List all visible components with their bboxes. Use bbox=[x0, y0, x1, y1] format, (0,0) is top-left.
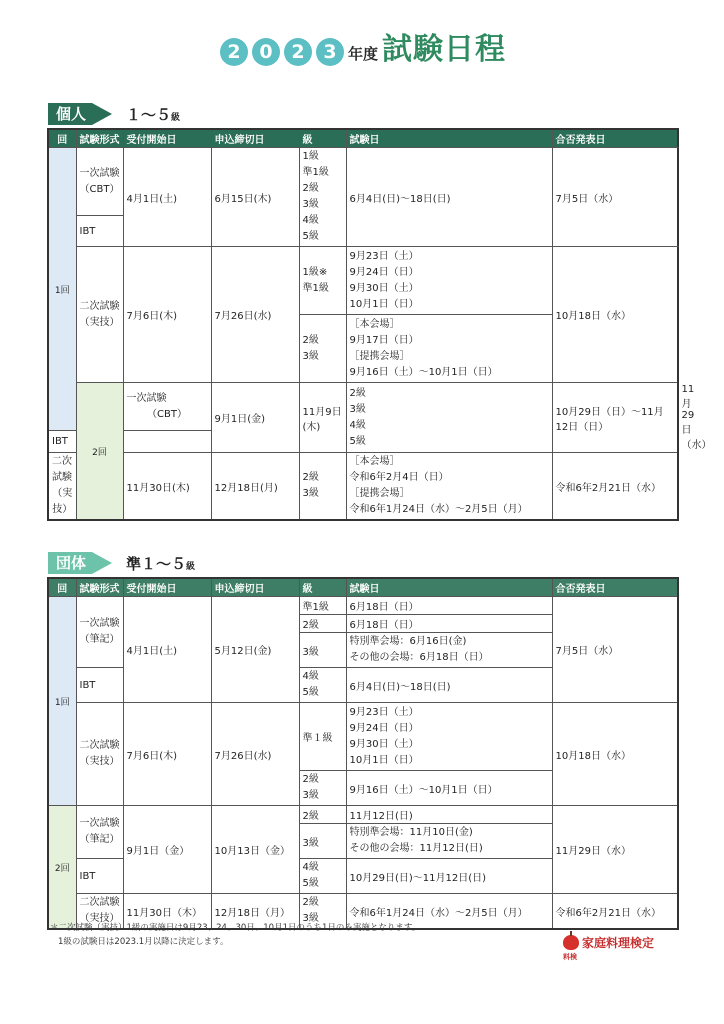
exam-date-cell: 10月29日（日）～11月12日（日） bbox=[552, 383, 678, 453]
table-row bbox=[48, 148, 678, 216]
exam-type-sub: （筆記） bbox=[79, 634, 120, 645]
exam-date-cell: 6月4日(日)～18日(日) bbox=[346, 148, 552, 247]
page-title bbox=[0, 34, 724, 66]
grade: 2級 bbox=[302, 774, 319, 785]
exam-type-cell bbox=[76, 703, 123, 806]
table-row bbox=[48, 247, 678, 315]
grade-cell bbox=[299, 148, 346, 247]
result-date-cell: 11月29日（水） bbox=[552, 806, 678, 894]
exam-type: 一次試験 bbox=[126, 392, 167, 404]
exam-type-sub: （CBT） bbox=[79, 183, 120, 195]
grade: 準1級 bbox=[302, 282, 329, 294]
exam-type-cell: IBT bbox=[48, 431, 76, 453]
grade-range-unit: 級 bbox=[171, 112, 181, 123]
venue-label: ［提携会場］ bbox=[349, 350, 410, 362]
year-digit: 2 bbox=[220, 38, 248, 66]
venue-label: ［本会場］ bbox=[349, 456, 400, 467]
round-cell: 1回 bbox=[48, 597, 76, 806]
col-header: 合否発表日 bbox=[552, 578, 678, 597]
grade: 1級 bbox=[302, 151, 319, 162]
col-header: 回 bbox=[48, 129, 76, 148]
exam-date: 9月30日（土） bbox=[349, 282, 419, 294]
grade-range-text: 準１～５ bbox=[126, 554, 187, 573]
start-date-cell: 7月6日(木) bbox=[123, 703, 211, 806]
exam-type-sub: （実技） bbox=[79, 913, 120, 924]
exam-type-cell bbox=[76, 597, 123, 668]
exam-date: 9月17日（日） bbox=[349, 334, 419, 346]
col-header: 回 bbox=[48, 578, 76, 597]
exam-date: 10月1日（日） bbox=[349, 754, 419, 766]
grade: 4級 bbox=[349, 419, 366, 431]
deadline-cell: 12月18日(月) bbox=[211, 453, 299, 521]
grade: 準1級 bbox=[302, 167, 329, 178]
grade: 3級 bbox=[302, 790, 319, 801]
exam-date-cell: 11月12日(日) bbox=[346, 806, 552, 824]
grade-cell bbox=[299, 668, 346, 703]
exam-date-cell bbox=[346, 703, 552, 771]
grade: 4級 bbox=[302, 862, 319, 873]
table-header-row bbox=[48, 578, 678, 597]
deadline-cell: 5月12日(金) bbox=[211, 597, 299, 703]
exam-date-cell: 令和6年1月24日（水）～2月5日（月） bbox=[346, 894, 552, 930]
exam-date: 9月24日（日） bbox=[349, 266, 419, 278]
start-date-cell: 9月1日(金) bbox=[211, 383, 299, 453]
exam-type: 二次試験 bbox=[52, 456, 72, 483]
start-date-cell: 4月1日(土) bbox=[123, 148, 211, 247]
table-row: 2回 一次試験 （CBT） 9月1日(金) 11月9日(木) 2級 3級 4級 5級 10月29日（日）～11月12日（日） 11月29日（水） bbox=[48, 383, 678, 431]
round-cell: 1回 bbox=[48, 148, 76, 431]
exam-type-cell bbox=[76, 806, 123, 859]
grade-cell bbox=[299, 453, 346, 521]
start-date-cell: 11月30日(木) bbox=[123, 453, 211, 521]
year-digit: 2 bbox=[284, 38, 312, 66]
apple-icon bbox=[563, 935, 579, 950]
grade-cell: 準１級 bbox=[299, 703, 346, 771]
exam-date: 10月1日（日） bbox=[349, 298, 419, 310]
exam-date-cell: 10月29日(日)～11月12日(日) bbox=[346, 859, 552, 894]
exam-type-cell bbox=[76, 148, 123, 216]
grade: 3級 bbox=[302, 350, 319, 362]
section-tag-kojin: 個人 bbox=[48, 103, 92, 125]
col-header: 試験日 bbox=[346, 578, 552, 597]
grade: 5級 bbox=[302, 878, 319, 889]
result-date-cell: 10月18日（水） bbox=[552, 247, 678, 383]
exam-date: 9月24日（日） bbox=[349, 722, 419, 734]
result-date-cell: 10月18日（水） bbox=[552, 703, 678, 806]
start-date-cell: 7月6日(木) bbox=[123, 247, 211, 383]
exam-date: その他の会場：11月12日(日) bbox=[349, 843, 483, 854]
exam-type-cell: IBT bbox=[76, 668, 123, 703]
col-header: 試験形式 bbox=[76, 578, 123, 597]
result-date-cell: 7月5日（水） bbox=[552, 597, 678, 703]
exam-date: 9月23日（土） bbox=[349, 706, 419, 718]
grade: 1級※ bbox=[302, 266, 328, 278]
grade-range-kojin bbox=[126, 104, 180, 125]
footnote: 1級の試験日は2023.1月以降に決定します。 bbox=[58, 937, 229, 947]
grade: 3級 bbox=[302, 913, 319, 924]
deadline-cell: 7月26日(水) bbox=[211, 703, 299, 806]
exam-date: その他の会場：6月18日（日） bbox=[349, 652, 489, 663]
grade: 5級 bbox=[302, 687, 319, 698]
col-header: 試験形式 bbox=[76, 129, 123, 148]
exam-date-cell bbox=[346, 247, 552, 315]
section-header-kojin bbox=[48, 102, 180, 126]
footnote: ＊二次試験（実技）1級の実施日は9月23、24、30日、10月1日のうち1日のみ実施となります。 bbox=[50, 923, 421, 933]
schedule-table-kojin bbox=[47, 128, 712, 521]
exam-type-cell bbox=[123, 383, 211, 431]
grade: 2級 bbox=[302, 897, 319, 908]
grade: 2級 bbox=[302, 472, 319, 483]
exam-date: 9月30日（土） bbox=[349, 738, 419, 750]
grade: 5級 bbox=[349, 435, 366, 447]
result-date-cell: 令和6年2月21日（水） bbox=[552, 453, 678, 521]
result-date-cell: 7月5日（水） bbox=[552, 148, 678, 247]
col-header: 級 bbox=[299, 129, 346, 148]
table-header-row bbox=[48, 129, 678, 148]
year-digit: 0 bbox=[252, 38, 280, 66]
deadline-cell: 10月13日（金） bbox=[211, 806, 299, 894]
grade: 5級 bbox=[302, 231, 319, 242]
exam-date-cell: 6月18日（日） bbox=[346, 597, 552, 615]
exam-type-sub: （CBT） bbox=[147, 408, 187, 420]
deadline-cell: 7月26日(水) bbox=[211, 247, 299, 383]
exam-type: 二次試験 bbox=[79, 300, 120, 312]
exam-type-sub: （実技） bbox=[79, 316, 120, 328]
exam-date: 9月23日（土） bbox=[349, 250, 419, 262]
logo bbox=[563, 934, 655, 961]
exam-date-cell: 9月16日（土）～10月1日（日） bbox=[346, 771, 552, 806]
grade-cell: 3級 bbox=[299, 633, 346, 668]
grade-cell bbox=[299, 771, 346, 806]
table-row bbox=[48, 453, 678, 521]
grade: 3級 bbox=[302, 199, 319, 210]
col-header: 申込締切日 bbox=[211, 578, 299, 597]
grade-cell: 準1級 bbox=[299, 597, 346, 615]
deadline-cell: 12月18日（月） bbox=[211, 894, 299, 930]
exam-date-cell bbox=[346, 633, 552, 668]
exam-type: 二次試験 bbox=[79, 740, 120, 751]
deadline-cell: 6月15日(木) bbox=[211, 148, 299, 247]
venue-label: ［本会場］ bbox=[349, 318, 400, 330]
section-tag-dantai: 団体 bbox=[48, 552, 92, 574]
exam-type: 一次試験 bbox=[79, 167, 120, 179]
exam-type-cell bbox=[48, 453, 76, 521]
start-date-cell: 11月30日（木） bbox=[123, 894, 211, 930]
exam-type: 一次試験 bbox=[79, 618, 120, 629]
exam-date-cell: 6月4日(日)～18日(日) bbox=[346, 668, 552, 703]
exam-date: 特別準会場：11月10日(金) bbox=[349, 827, 473, 838]
grade-cell: 3級 bbox=[299, 824, 346, 859]
exam-type-sub: （実技） bbox=[52, 488, 73, 515]
exam-type-cell: IBT bbox=[76, 216, 123, 247]
exam-date: 特別準会場：6月16日(金) bbox=[349, 636, 467, 647]
start-date-cell: 9月1日（金） bbox=[123, 806, 211, 894]
exam-date: 令和6年2月4日（日） bbox=[349, 472, 449, 483]
grade-range-unit: 級 bbox=[186, 561, 196, 572]
exam-date-cell: 6月18日（日） bbox=[346, 615, 552, 633]
grade: 2級 bbox=[349, 387, 366, 399]
exam-date-cell bbox=[346, 315, 552, 383]
grade: 3級 bbox=[349, 403, 366, 415]
logo-sub: 料検 bbox=[563, 953, 577, 961]
grade-cell bbox=[299, 859, 346, 894]
table-row bbox=[48, 806, 678, 824]
table-row bbox=[48, 703, 678, 771]
grade-cell bbox=[299, 247, 346, 315]
venue-label: ［提携会場］ bbox=[349, 488, 410, 499]
grade-cell bbox=[299, 315, 346, 383]
title-nendo: 年度 bbox=[347, 45, 378, 63]
col-header: 試験日 bbox=[346, 129, 552, 148]
section-header-dantai bbox=[48, 551, 195, 575]
footnotes bbox=[50, 921, 420, 949]
result-date-cell: 令和6年2月21日（水） bbox=[552, 894, 678, 930]
start-date-cell: 4月1日(土) bbox=[123, 597, 211, 703]
exam-type-sub: （実技） bbox=[79, 756, 120, 767]
round-cell: 2回 bbox=[48, 806, 76, 930]
col-header: 合否発表日 bbox=[552, 129, 678, 148]
exam-type: 一次試験 bbox=[79, 818, 120, 829]
grade-cell: 2級 bbox=[299, 615, 346, 633]
grade: 3級 bbox=[302, 488, 319, 499]
year-digit: 3 bbox=[316, 38, 344, 66]
exam-type-sub: （筆記） bbox=[79, 834, 120, 845]
grade-cell: 2級 bbox=[299, 806, 346, 824]
schedule-table-dantai bbox=[47, 577, 679, 930]
table-row bbox=[48, 597, 678, 615]
col-header: 受付開始日 bbox=[123, 129, 211, 148]
exam-date: 令和6年1月24日（水）～2月5日（月） bbox=[349, 504, 528, 515]
grade-range-text: １～５ bbox=[126, 105, 172, 124]
logo-text: 家庭料理検定 bbox=[582, 936, 655, 950]
grade: 2級 bbox=[302, 183, 319, 194]
col-header: 申込締切日 bbox=[211, 129, 299, 148]
col-header: 受付開始日 bbox=[123, 578, 211, 597]
round-cell: 2回 bbox=[76, 383, 123, 521]
deadline-cell: 11月9日(木) bbox=[299, 383, 346, 453]
grade-cell bbox=[346, 383, 552, 453]
exam-type-cell: IBT bbox=[76, 859, 123, 894]
exam-type-cell bbox=[76, 247, 123, 383]
col-header: 級 bbox=[299, 578, 346, 597]
grade: 4級 bbox=[302, 671, 319, 682]
title-main: 試験日程 bbox=[382, 32, 506, 67]
grade: 4級 bbox=[302, 215, 319, 226]
exam-date-cell bbox=[346, 824, 552, 859]
exam-date: 9月16日（土）～10月1日（日） bbox=[349, 366, 498, 378]
grade: 2級 bbox=[302, 334, 319, 346]
exam-date-cell bbox=[346, 453, 552, 521]
exam-type: 二次試験 bbox=[79, 897, 120, 908]
grade-range-dantai bbox=[126, 553, 195, 574]
